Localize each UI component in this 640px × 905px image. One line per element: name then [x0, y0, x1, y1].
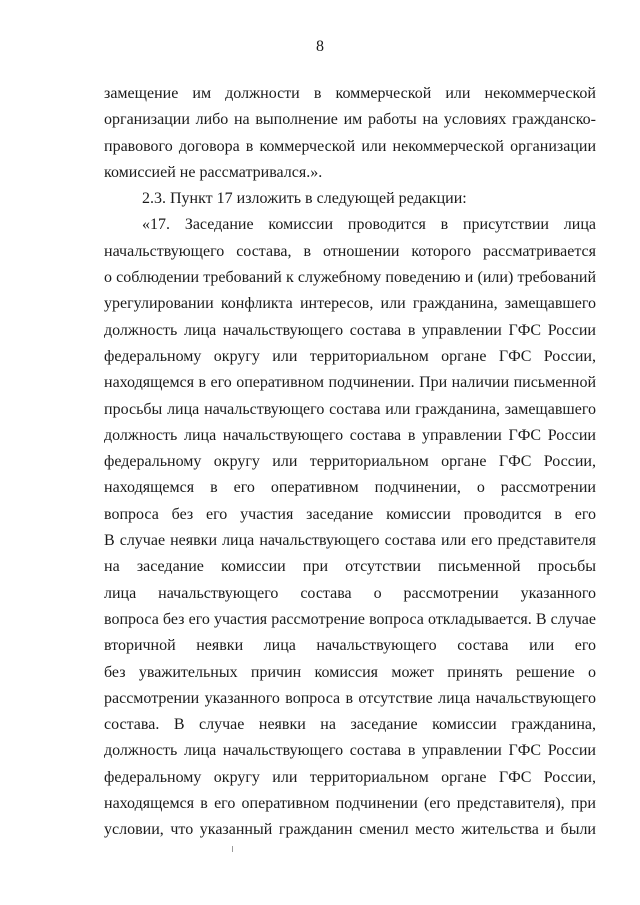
text-line: состава. В случае неявки на заседание комиссии гражданина,	[104, 716, 596, 734]
text-line: замещение им должности в коммерческой или некоммерческой	[104, 85, 596, 102]
text-line: о соблюдении требований к служебному поведению и (или) требований	[104, 269, 596, 287]
text-line: находящемся в его оперативном подчинении, о рассмотрении	[104, 479, 596, 497]
text-line: правового договора в коммерческой или некоммерческой организации	[104, 137, 596, 155]
text-line: федеральному округу или территориальном органе ГФС России,	[104, 768, 596, 786]
text-line: находящемся в его оперативном подчинении. При наличии письменной	[104, 374, 596, 392]
text-line: лица начальствующего состава о рассмотрении указанного	[104, 584, 596, 602]
text-line: федеральному округу или территориальном органе ГФС России,	[104, 347, 596, 365]
text-line: комиссией не рассматривался.».	[104, 163, 323, 181]
page-number: 8	[316, 38, 324, 55]
text-line: без уважительных причин комиссия может принять решение о	[104, 663, 596, 681]
text-line: вторичной неявки лица начальствующего состава или его	[104, 637, 596, 655]
text-line: организации либо на выполнение им работы на условиях гражданско-	[104, 111, 596, 129]
text-line: находящемся в его оперативном подчинении (его представителя), при	[104, 795, 596, 813]
text-line: начальствующего состава, в отношении которого рассматривается	[104, 242, 596, 260]
text-line: вопроса без его участия рассмотрение вопроса откладывается. В случае	[104, 610, 596, 628]
text-line: «17. Заседание комиссии проводится в присутствии лица	[142, 216, 596, 234]
scan-artifact-mark	[232, 846, 233, 852]
text-line: рассмотрении указанного вопроса в отсутствие лица начальствующего	[104, 689, 596, 707]
text-line: вопроса без его участия заседание комиссии проводится в его	[104, 505, 596, 523]
text-line: урегулировании конфликта интересов, или гражданина, замещавшего	[104, 295, 596, 313]
text-line: на заседание комиссии при отсутствии письменной просьбы	[104, 558, 596, 576]
text-line: просьбы лица начальствующего состава или гражданина, замещавшего	[104, 400, 596, 418]
text-line: должность лица начальствующего состава в управлении ГФС России	[104, 742, 596, 760]
text-line: должность лица начальствующего состава в управлении ГФС России	[104, 426, 596, 444]
document-body-text	[104, 81, 596, 844]
text-line: должность лица начальствующего состава в управлении ГФС России	[104, 321, 596, 339]
text-line: В случае неявки лица начальствующего состава или его представителя	[104, 532, 596, 550]
text-line: 2.3. Пункт 17 изложить в следующей редакции:	[142, 190, 467, 208]
text-line: условии, что указанный гражданин сменил место жительства и были	[104, 821, 596, 839]
text-line: федеральному округу или территориальном органе ГФС России,	[104, 453, 596, 471]
